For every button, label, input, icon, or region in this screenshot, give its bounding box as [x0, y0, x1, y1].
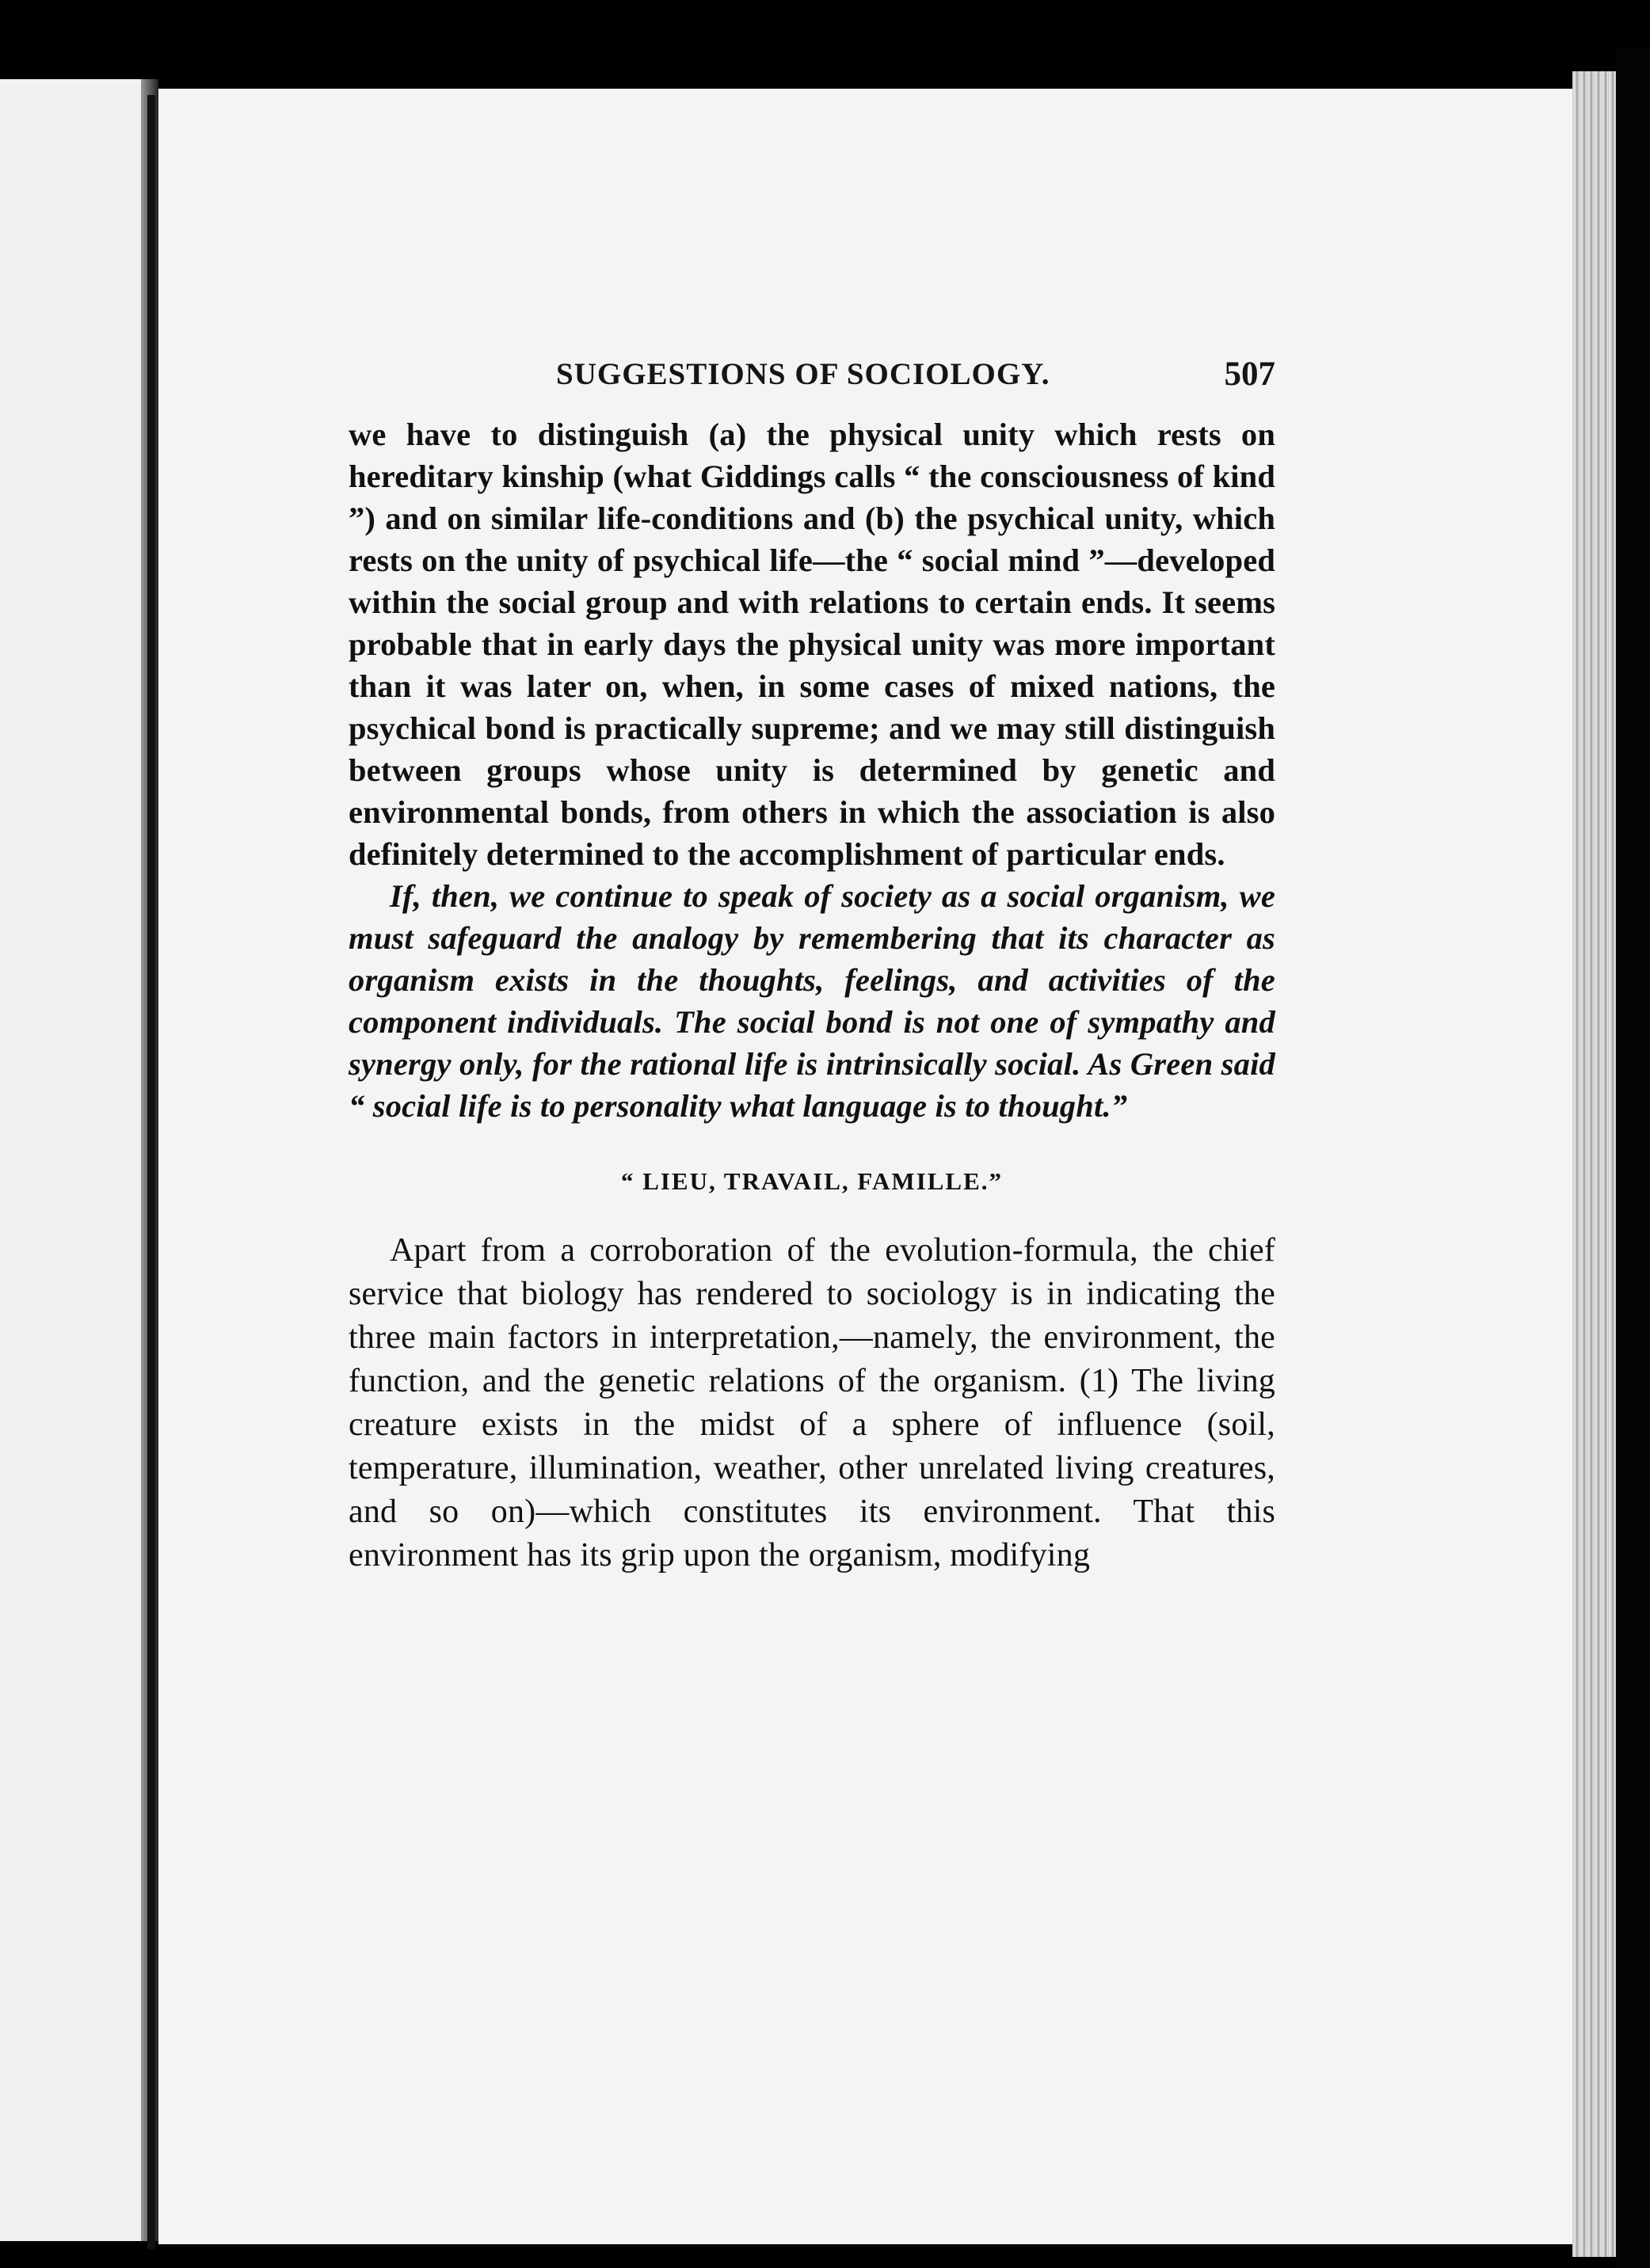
- section-heading: “ LIEU, TRAVAIL, FAMILLE.”: [620, 1167, 1004, 1195]
- page-number: 507: [1224, 356, 1275, 393]
- page-edges: [1572, 71, 1616, 2257]
- paragraph-factors-in-interpretation: Apart from a corroboration of the evolution-formula, the chief service that biology has rendered to sociology is in indicating the three main factors in interpretation,—namely, the environment, the function, and the genetic relations of the organism. (1) The living creature exists in the midst of a sphere of influence (soil, temperature, illumination, weather, other unrelated living creatures, and so on)—which constitutes its environment. That this environment has its grip upon the organism, modifying: [349, 1232, 1275, 1574]
- paragraph-physical-and-psychical-unity: we have to distinguish (a) the physical unity which rests on hereditary kinship (what Giddings calls “ the consciousness of kind ”) and on similar life-conditions and (b) the psychical unity, which rests on the unity of psychical life—the “ social mind ”—developed within the social group and with relations to certain ends. It seems probable that in early days the physical unity was more important than it was later on, when, in some cases of mixed nations, the psychical bond is practically supreme; and we may still distinguish between groups whose unity is determined by genetic and environmental bonds, from others in which the association is also definitely determined to the accomplishment of particular ends.: [349, 417, 1275, 872]
- facing-page-edge: [0, 79, 157, 2241]
- scan-border: [1616, 48, 1650, 2268]
- binding-line: [147, 95, 155, 2249]
- page-text: [349, 413, 1275, 1577]
- paragraph-social-organism: If, then, we continue to speak of society as a social organism, we must safeguard the analogy by remembering that its character as organism exists in the thoughts, feelings, and activities of the component individuals. The social bond is not one of sympathy and synergy only, for the rational life is intrinsically social. As Green said “ social life is to personality what language is to thought.”: [349, 878, 1275, 1124]
- running-title: SUGGESTIONS OF SOCIOLOGY.: [556, 357, 1050, 391]
- running-head: [349, 355, 1275, 399]
